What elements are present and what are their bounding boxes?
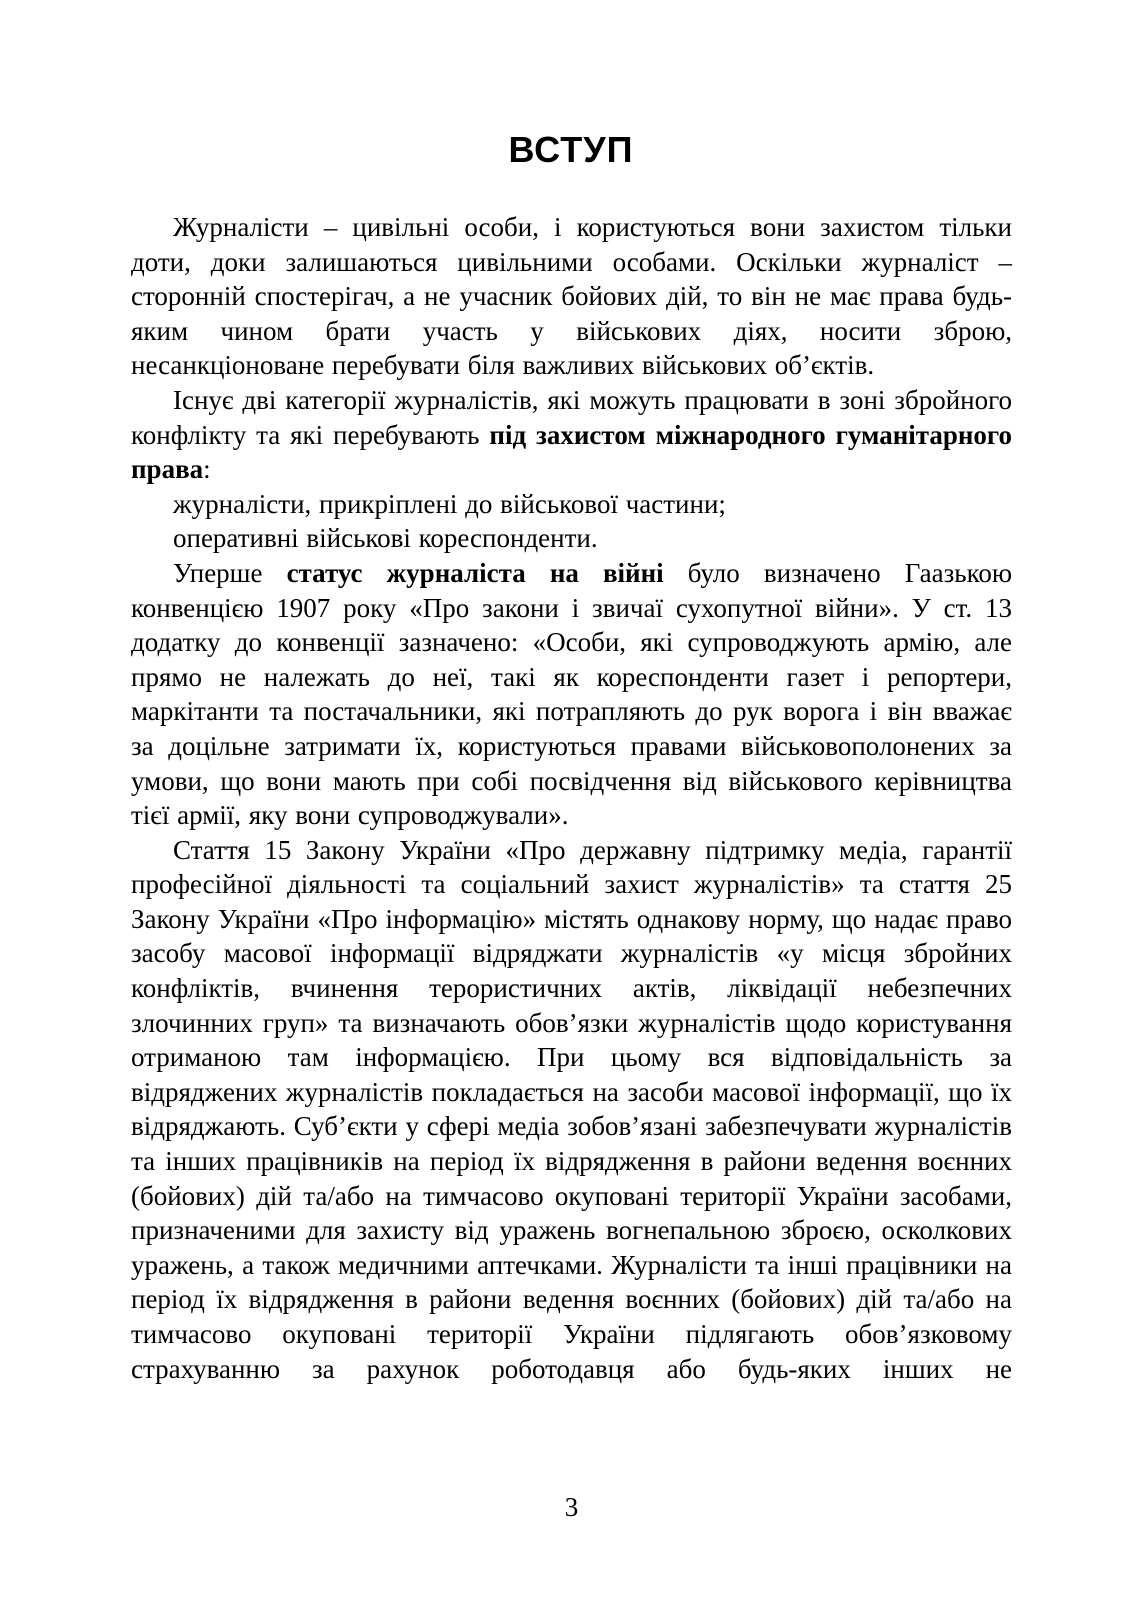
page-number: 3 [564, 1492, 579, 1522]
bold-text-run: статус журналіста на війні [286, 557, 664, 588]
list-item-war-correspondents [131, 521, 1012, 556]
text-run: Журналісти – цивільні особи, і користуються вони захистом тільки доти, доки залишаються цивільними особами. Оскільки журналіст – сторонній спостерігач, а не учасник бойових дій, то він не має права будь-яким чином брати участь у військових діях, носити зброю, несанкціоноване перебувати біля важливих військових об’єктів. [131, 212, 1012, 381]
text-run: оперативні військові кореспонденти. [173, 523, 598, 554]
paragraph-two-categories [131, 383, 1012, 487]
text-run: Уперше [173, 557, 287, 588]
text-run: журналісти, прикріплені до військової частини; [173, 488, 726, 519]
list-item-attached-journalists [131, 487, 1012, 522]
paragraph-hague-convention [131, 556, 1012, 833]
text-run: : [203, 454, 211, 485]
page-title: ВСТУП [508, 129, 634, 170]
document-body [131, 210, 1012, 1386]
paragraph-journalists-civilians [131, 210, 1012, 383]
text-run: було визначено Гаазькою конвенцією 1907 року «Про закони і звичаї сухопутної війни». У ст. 13 додатку до конвенції зазначено: «Особи, які супроводжують армію, але прямо не належать до неї, такі як кореспонденти газет і репортери, маркітанти та постачальники, які потрапляють до рук ворога і він вважає за доцільне затримати їх, користуються правами військовополонених за умови, що вони мають при собі посвідчення від військового керівництва тієї армії, яку вони супроводжували». [131, 557, 1012, 831]
bold-text-run: під захистом міжнародного гуманітарного права [131, 419, 1013, 485]
text-run: Стаття 15 Закону України «Про державну підтримку медіа, гарантії професійної діяльності та соціальний захист журналістів» та стаття 25 Закону України «Про інформацію» містять однакову норму, що надає право засобу масової інформації відряджати журналістів «у місця збройних конфліктів, вчинення терористичних актів, ліквідації небезпечних злочинних груп» та визначають обов’язки журналістів щодо користування отриманою там інформацією. При цьому вся відповідальність за відряджених журналістів покладається на засоби масової інформації, що їх відряджають. Суб’єкти у сфері медіа зобов’язані забезпечувати журналістів та інших працівників на період їх відрядження в райони ведення воєнних (бойових) дій та/або на тимчасово окуповані території України засобами, призначеними для захисту від уражень вогнепальною зброєю, осколкових уражень, а також медичними аптечками. Журналісти та інші працівники на період їх відрядження в райони ведення воєнних (бойових) дій та/або на тимчасово окуповані території України підлягають обов’язковому страхуванню за рахунок роботодавця або будь-яких інших не [131, 834, 1012, 1384]
text-run: Існує дві категорії журналістів, які можуть працювати в зоні збройного конфлікту та які перебувають [131, 384, 1012, 450]
paragraph-ukraine-law [131, 833, 1012, 1387]
